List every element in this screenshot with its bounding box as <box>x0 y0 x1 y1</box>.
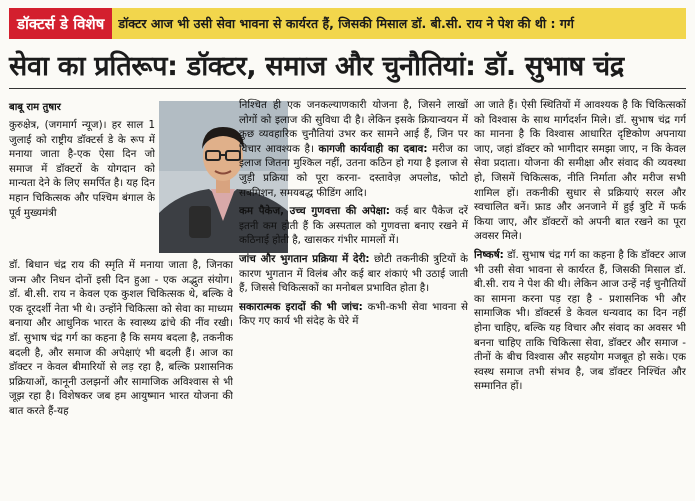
scheme-paragraph <box>239 98 468 200</box>
payment-text: छोटी तकनीकी त्रुटियों के कारण भुगतान में विलंब और कई बार शंकाएं भी उठाई जाती हैं, जिससे चिकित्सकों का मनोबल प्रभावित होता है। <box>239 252 468 295</box>
payment-paragraph <box>239 252 468 296</box>
banner-quote: डॉक्टर आज भी उसी सेवा भावना से कार्यरत हैं, जिसकी मिसाल डॉ. बी.सी. राय ने पेश की थी : गर्ग <box>112 8 686 39</box>
headline-divider <box>9 88 686 89</box>
body-paragraph: डॉ. बिधान चंद्र राय की स्मृति में मनाया जाता है, जिनका जन्म और निधन दोनों इसी दिन हुआ - एक अद्भुत संयोग। डॉ. बी.सी. राय न केवल एक कुशल चिकित्सक थे, बल्कि वे एक दूरदर्शी नेता भी थे। उन्होंने चिकित्सा को सेवा का माध्यम बनाया और आधुनिक भारत के स्वास्थ्य ढांचे की नींव रखी। डॉ. सुभाष चंद्र गर्ग का कहना है कि समय बदला है, तकनीक बदली है, और समाज की अपेक्षाएं भी बदली हैं। आज का डॉक्टर न केवल बीमारियों से लड़ रहा है, बल्कि प्रशासनिक प्रक्रियाओं, कानूनी उलझनों और सामाजिक अविश्वास से भी जूझ रहा है। विशेषकर जब हम आयुष्मान भारत योजना की बात करते हैं-यह <box>9 259 233 417</box>
conclusion-paragraph <box>474 248 686 394</box>
intent-paragraph <box>239 300 468 329</box>
subheading-intent: सकारात्मक इरादों की भी जांच: <box>239 300 363 313</box>
column-2 <box>239 98 468 498</box>
conclusion-text: डॉ. सुभाष चंद्र गर्ग का कहना है कि डॉक्टर आज भी उसी सेवा भावना से कार्यरत हैं, जिसकी मिसाल डॉ. बी.सी. राय ने पेश की थी। लेकिन आज उन्हें नई चुनौतियों का सामना करना पड़ रहा है - प्रशासनिक भी और सामाजिक भी। डॉक्टर्स डे केवल धन्यवाद का दिन नहीं होना चाहिए, बल्कि यह विचार और संवाद का अवसर भी बनना चाहिए ताकि चिकित्सा सेवा, डॉक्टर और समाज - तीनों के बीच विश्वास और सहयोग मजबूत हो सके। एक स्वस्थ समाज तभी संभव है, जब डॉक्टर निश्चिंत और सम्मानित हों। <box>474 248 686 393</box>
package-text: कई बार पैकेज दरें इतनी कम होती हैं कि अस्पताल को गुणवत्ता बनाए रखने में कठिनाई होती है, खासकर गंभीर मामलों में। <box>239 205 468 247</box>
package-paragraph <box>239 204 468 248</box>
subheading-paperwork: कागजी कार्यवाही का दबाव: <box>318 142 428 155</box>
subheading-package: कम पैकेज, उच्च गुणवत्ता की अपेक्षा: <box>239 205 390 218</box>
subheading-conclusion: निष्कर्ष: <box>474 248 504 261</box>
section-tag: डॉक्टर्स डे विशेष <box>9 8 112 39</box>
article-headline: सेवा का प्रतिरूप: डॉक्टर, समाज और चुनौतियां: डॉ. सुभाष चंद्र <box>9 51 624 82</box>
column-1-top <box>9 118 155 258</box>
section-banner <box>9 8 686 39</box>
trust-paragraph: आ जाते हैं। ऐसी स्थितियों में आवश्यक है कि चिकित्सकों को विश्वास के साथ मार्गदर्शन मिले। डॉ. सुभाष चंद्र गर्ग का मानना है कि विश्वास आधारित दृष्टिकोण अपनाया जाए, जहां डॉक्टर को भागीदार समझा जाए, न कि केवल सेवा प्रदाता। योजना की समीक्षा और संवाद की व्यवस्था हो, जिसमें चिकित्सक, नीति निर्माता और मरीज सभी शामिल हों। तकनीकी सुधार से प्रक्रियाएं सरल और स्वचालित बनें। फ्राड और अनजाने में हुई त्रुटि में फर्क किया जाए, और डॉक्टरों को अपनी बात रखने का पूरा अवसर मिले। <box>474 99 686 243</box>
paperwork-text: मरीज का इलाज जितना मुश्किल नहीं, उतना कठिन हो गया है इलाज से जुड़ी प्रक्रिया को पूरा करना- दस्तावेज़ अपलोड, फोटो सबमिशन, समयबद्ध फीडिंग आदि। <box>239 142 468 199</box>
column-1-body <box>9 258 233 498</box>
intro-paragraph: कुरुक्षेत्र, (जगमार्ग न्यूज)। हर साल 1 जुलाई को राष्ट्रीय डॉक्टर्स डे के रूप में मनाया जाता है-एक ऐसा दिन जो समाज में डॉक्टरों के योगदान को मान्यता देने के लिए समर्पित है। यह दिन महान चिकित्सक और पश्चिम बंगाल के पूर्व मुख्यमंत्री <box>9 119 155 219</box>
subheading-payment: जांच और भुगतान प्रक्रिया में देरी: <box>239 252 370 265</box>
intent-text: कभी-कभी सेवा भावना से किए गए कार्य भी संदेह के घेरे में <box>239 300 468 328</box>
byline: बाबू राम तुषार <box>9 102 61 113</box>
scheme-text: निश्चित ही एक जनकल्याणकारी योजना है, जिसने लाखों लोगों को इलाज की सुविधा दी है। लेकिन इसके क्रियान्वयन में कुछ व्यवहारिक चुनौतियां उभर कर सामने आई हैं, जिन पर विचार आवश्यक है। <box>239 99 468 155</box>
column-3 <box>474 98 686 498</box>
